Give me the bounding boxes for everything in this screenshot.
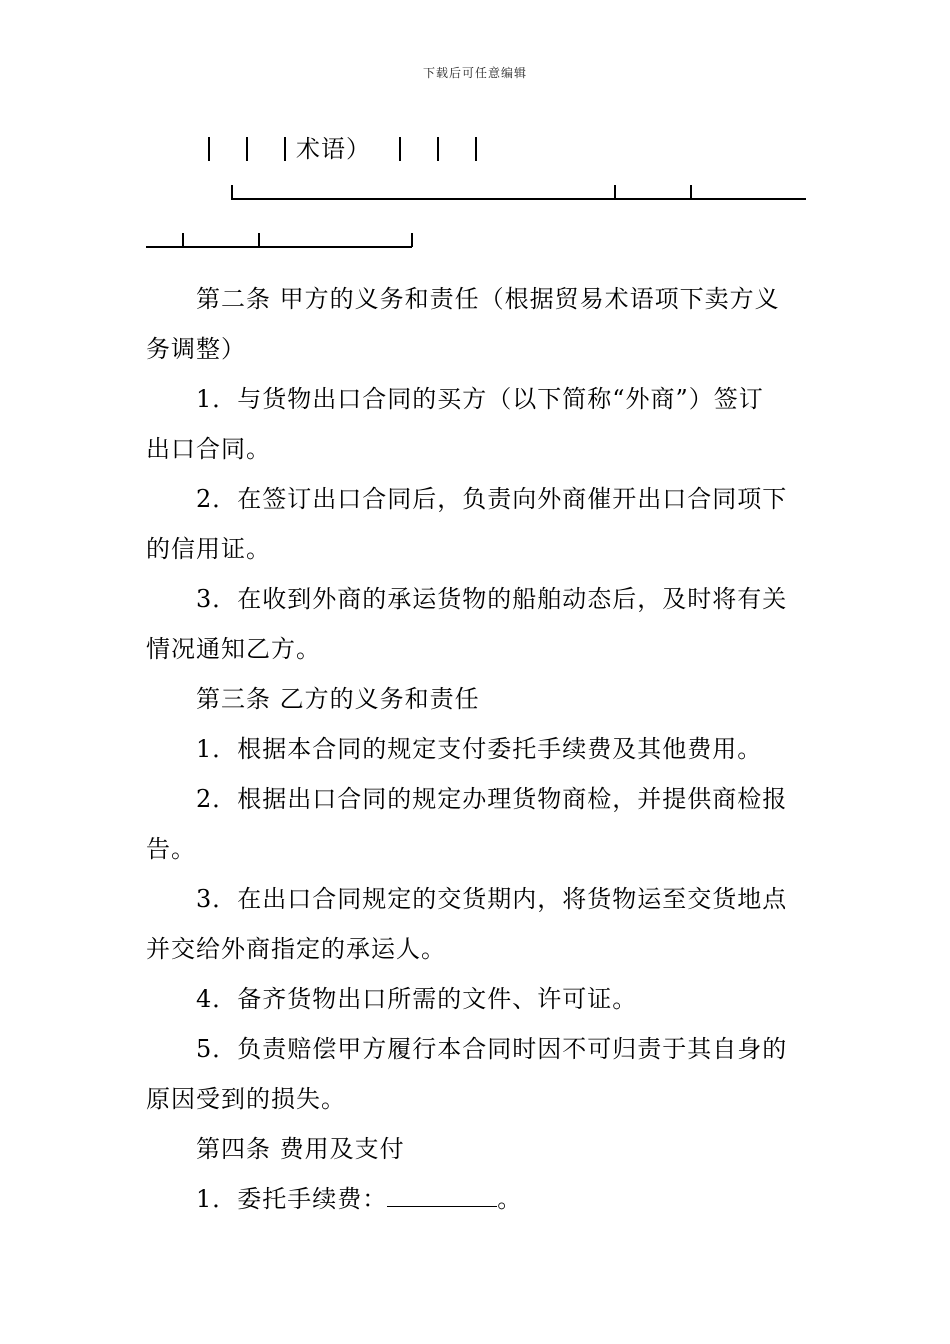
table-vline [284, 137, 286, 161]
fee-blank-field[interactable] [387, 1184, 497, 1207]
fee-suffix: 。 [497, 1185, 523, 1213]
article-2-item-1-cont: 出口合同。 [146, 435, 271, 463]
article-3-item-3: 3．在出口合同规定的交货期内，将货物运至交货地点 [196, 885, 788, 913]
article-2-item-2: 2．在签订出口合同后，负责向外商催开出口合同项下 [196, 485, 788, 513]
article-2-item-3-cont: 情况通知乙方。 [146, 635, 321, 663]
article-2-title-cont: 务调整） [146, 335, 246, 363]
table-hline [231, 198, 806, 200]
table-vline [258, 233, 260, 247]
table-vline [246, 137, 248, 161]
table-cell-text: 术语） [296, 135, 371, 163]
fee-label: 1．委托手续费： [196, 1185, 388, 1213]
article-2-title: 第二条 甲方的义务和责任（根据贸易术语项下卖方义 [196, 285, 780, 313]
article-3-item-4: 4．备齐货物出口所需的文件、许可证。 [196, 985, 638, 1013]
table-vline [437, 137, 439, 161]
article-3-item-5: 5．负责赔偿甲方履行本合同时因不可归责于其自身的 [196, 1035, 788, 1063]
article-3-item-3-cont: 并交给外商指定的承运人。 [146, 935, 446, 963]
article-3-item-2: 2．根据出口合同的规定办理货物商检，并提供商检报 [196, 785, 788, 813]
article-3-title: 第三条 乙方的义务和责任 [196, 685, 480, 713]
article-3-item-5-cont: 原因受到的损失。 [146, 1085, 346, 1113]
table-hline [146, 246, 412, 248]
table-vline [614, 185, 616, 199]
table-vline [182, 233, 184, 247]
page-header: 下载后可任意编辑 [422, 66, 527, 80]
table-vline [208, 137, 210, 161]
article-2-item-3: 3．在收到外商的承运货物的船舶动态后，及时将有关 [196, 585, 788, 613]
table-vline [475, 137, 477, 161]
table-vline [399, 137, 401, 161]
article-3-item-1: 1．根据本合同的规定支付委托手续费及其他费用。 [196, 735, 763, 763]
table-vline [411, 233, 413, 247]
fee-line [196, 1184, 522, 1214]
article-2-item-2-cont: 的信用证。 [146, 535, 271, 563]
table-vline [231, 185, 233, 199]
article-4-title: 第四条 费用及支付 [196, 1135, 405, 1163]
article-3-item-2-cont: 告。 [146, 835, 196, 863]
table-vline [690, 185, 692, 199]
article-2-item-1: 1．与货物出口合同的买方（以下简称“外商”）签订 [196, 385, 764, 413]
